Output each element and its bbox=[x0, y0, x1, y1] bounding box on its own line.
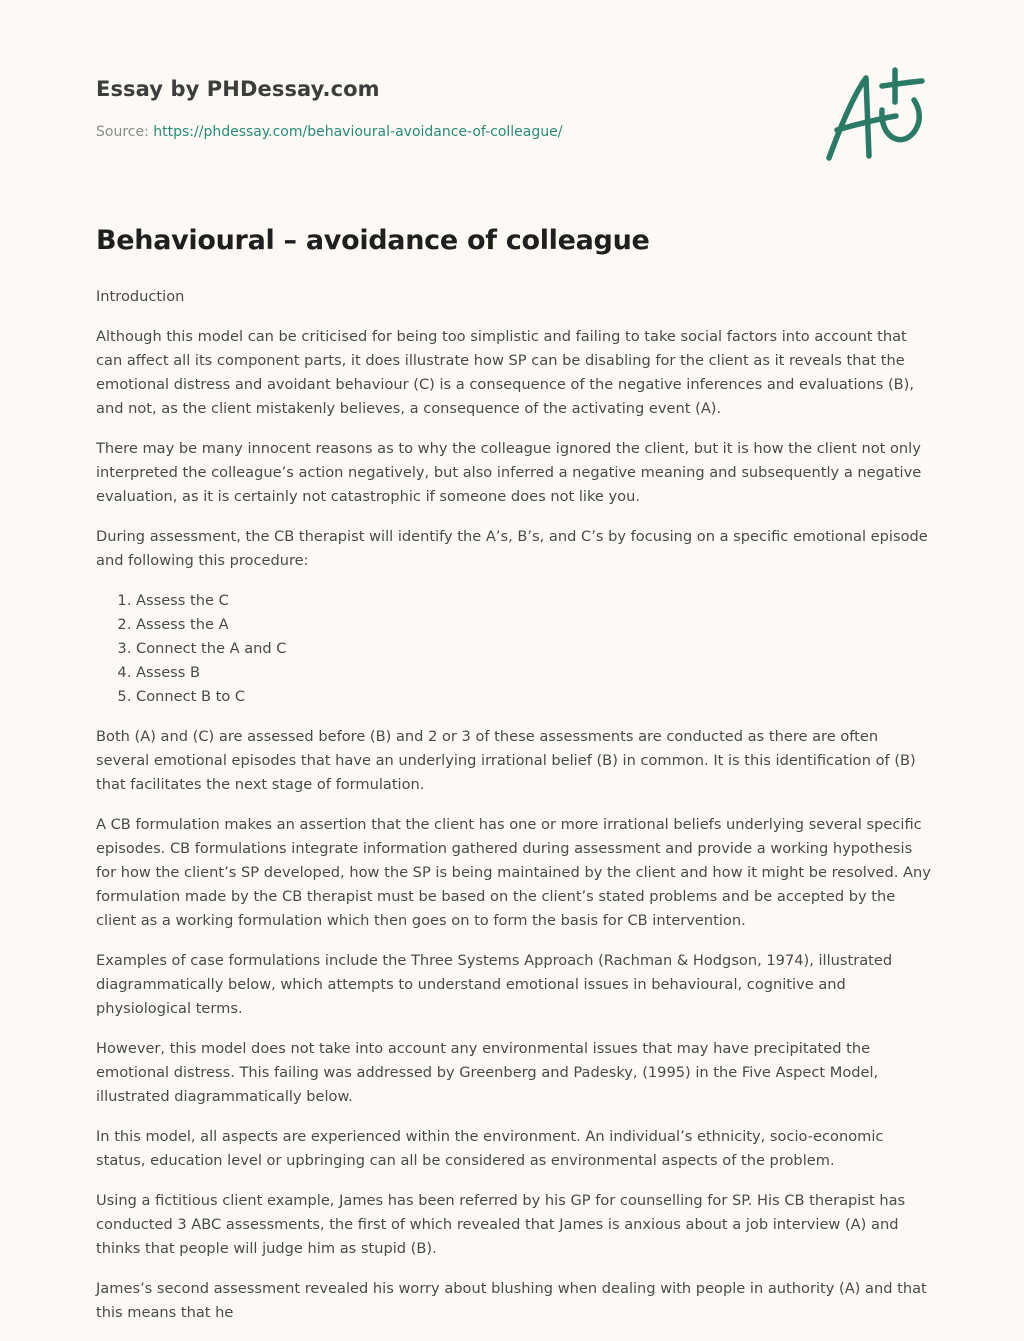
list-item: 3. Connect the A and C bbox=[136, 637, 932, 661]
paragraph: Using a fictitious client example, James has been referred by his GP for counselling for SP. His CB therapist has conducted 3 ABC assessments, the first of which revealed that James is anxious about a job interview (A) and thinks that people will judge him as stupid (B). bbox=[96, 1192, 906, 1257]
article-title: Behavioural – avoidance of colleague bbox=[96, 225, 650, 256]
list-item: 4. Assess B bbox=[136, 661, 932, 685]
list-item: 2. Assess the A bbox=[136, 613, 932, 637]
paragraph: Although this model can be criticised for being too simplistic and failing to take social factors into account that can affect all its component parts, it does illustrate how SP can be disabling for the client as it reveals that the emotional distress and avoidant behaviour (C) is a consequence of the negative inferences and evaluations (B), and not, as the client mistakenly believes, a consequence of the activating event (A). bbox=[96, 328, 915, 417]
site-title: Essay by PHDessay.com bbox=[96, 77, 380, 101]
source-label: Source: bbox=[96, 124, 154, 140]
paragraph: Both (A) and (C) are assessed before (B) and 2 or 3 of these assessments are conducted as there are often several emotional episodes that have an underlying irrational belief (B) in common. It is this identification of (B) that facilitates the next stage of formulation. bbox=[96, 728, 916, 793]
paragraph: James’s second assessment revealed his worry about blushing when dealing with people in authority (A) and that this means that he bbox=[96, 1280, 927, 1321]
procedure-list bbox=[96, 589, 932, 709]
paragraph: During assessment, the CB therapist will identify the A’s, B’s, and C’s by focusing on a specific emotional episode and following this procedure: bbox=[96, 528, 928, 569]
intro-heading: Introduction bbox=[96, 288, 185, 305]
article-body bbox=[96, 285, 932, 1341]
source-line bbox=[96, 124, 562, 140]
a-plus-logo-icon bbox=[820, 66, 928, 166]
source-link[interactable]: https://phdessay.com/behavioural-avoidance-of-colleague/ bbox=[153, 124, 563, 140]
paragraph: A CB formulation makes an assertion that the client has one or more irrational beliefs underlying several specific episodes. CB formulations integrate information gathered during assessment and provide a working hypothesis for how the client’s SP developed, how the SP is being maintained by the client and how it might be resolved. Any formulation made by the CB therapist must be based on the client’s stated problems and be accepted by the client as a working formulation which then goes on to form the basis for CB intervention. bbox=[96, 816, 931, 929]
paragraph: Examples of case formulations include the Three Systems Approach (Rachman & Hodgson, 1974), illustrated diagrammatically below, which attempts to understand emotional issues in behavioural, cognitive and physiological terms. bbox=[96, 952, 893, 1017]
paragraph: In this model, all aspects are experienced within the environment. An individual’s ethnicity, socio-economic status, education level or upbringing can all be considered as environmental aspects of the problem. bbox=[96, 1128, 884, 1169]
list-item: 1. Assess the C bbox=[136, 589, 932, 613]
paragraph: However, this model does not take into account any environmental issues that may have precipitated the emotional distress. This failing was addressed by Greenberg and Padesky, (1995) in the Five Aspect Model, illustrated diagrammatically below. bbox=[96, 1040, 879, 1105]
paragraph: There may be many innocent reasons as to why the colleague ignored the client, but it is how the client not only interpreted the colleague’s action negatively, but also inferred a negative meaning and subsequently a negative evaluation, as it is certainly not catastrophic if someone does not like you. bbox=[96, 440, 922, 505]
list-item: 5. Connect B to C bbox=[136, 685, 932, 709]
